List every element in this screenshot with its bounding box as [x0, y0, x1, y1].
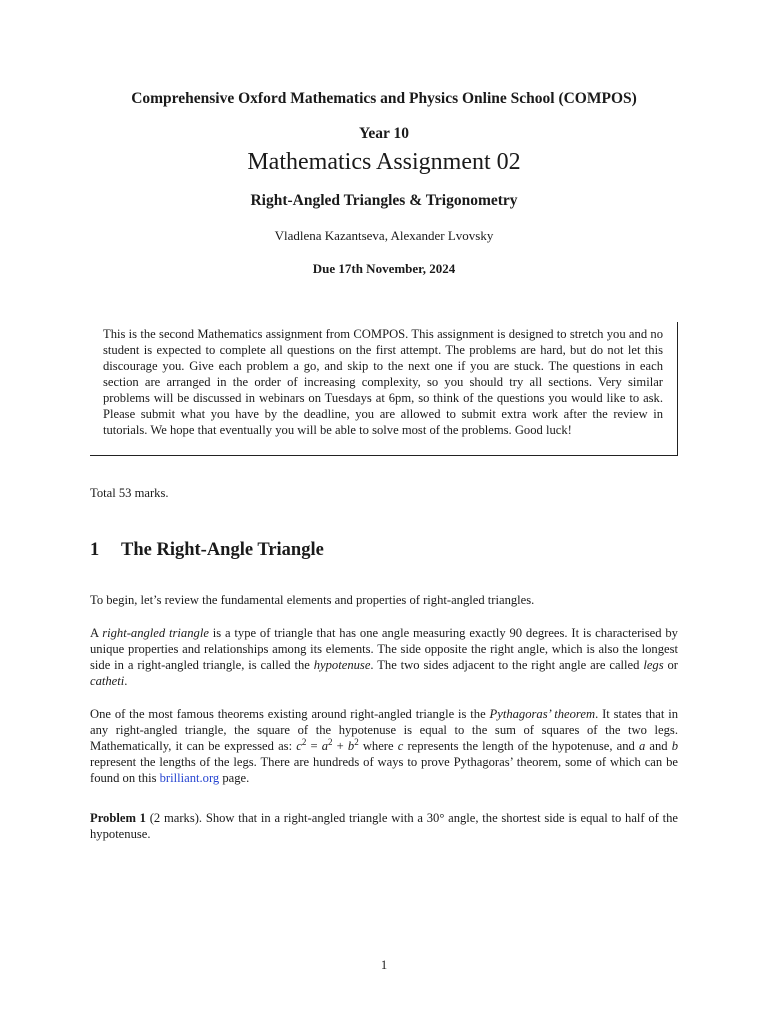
due-date: Due 17th November, 2024 — [312, 261, 456, 276]
term-right-angled-triangle: right-angled triangle — [102, 626, 209, 640]
total-marks: Total 53 marks. — [90, 486, 169, 500]
brilliant-link[interactable]: brilliant.org — [159, 771, 220, 785]
eq-exponent: 2 — [328, 736, 333, 747]
eq-exponent: 2 — [354, 736, 359, 747]
section-number: 1 — [90, 540, 100, 560]
document-title: Mathematics Assignment 02 — [247, 149, 521, 175]
term-hypotenuse: hypotenuse — [313, 658, 371, 672]
pythagoras-paragraph — [90, 706, 678, 786]
eq-operator: + — [332, 739, 348, 753]
text-run: is a type of triangle that has one angle measuring exactly 90 degrees. It is characterised by unique properties and relationships among its elements. The side opposite the right angle, which is also the longest side in a right-angled triangle, is called the — [90, 626, 678, 672]
eq-var: c — [397, 739, 404, 753]
eq-var: b — [671, 739, 678, 753]
section-title: The Right-Angle Triangle — [121, 540, 324, 560]
text-run: . — [124, 674, 128, 688]
term-legs: legs — [643, 658, 664, 672]
problem-1 — [90, 810, 678, 842]
eq-var: a — [638, 739, 646, 753]
eq-var: b — [347, 739, 355, 753]
text-run: and — [645, 739, 672, 753]
year-label: Year 10 — [358, 125, 410, 142]
pythagoras-equation — [296, 736, 359, 753]
term-catheti: catheti — [90, 674, 125, 688]
text-run: represents the length of the hypotenuse, and — [403, 739, 639, 753]
text-run: A — [90, 626, 103, 640]
section-heading — [90, 540, 324, 561]
school-name: Comprehensive Oxford Mathematics and Physics Online School (COMPOS) — [131, 90, 637, 107]
eq-var: a — [321, 739, 328, 753]
notice-text: This is the second Mathematics assignment from COMPOS. This assignment is designed to stretch you and no student is expected to complete all questions on the first attempt. The problems are hard, but do not let this discourage you. Give each problem a go, and skip to the next one if you are stuck. The questions in each section are arranged in the order of increasing complexity, so you should try all sections. Very similar problems will be discussed in webinars on Tuesdays at 6pm, so think of the questions you would like to ask. Please submit what you have by the deadline, you are allowed to submit extra work after the review in tutorials. We hope that eventually you will be able to solve most of the problems. Good luck! — [103, 327, 663, 437]
assignment-notice-box — [90, 322, 678, 456]
text-run: where — [358, 739, 398, 753]
problem-text: Show that in a right-angled triangle with a 30° angle, the shortest side is equal to half of the hypotenuse. — [90, 811, 678, 841]
intro-paragraph: To begin, let’s review the fundamental elements and properties of right-angled triangles. — [90, 593, 535, 607]
term-pythagoras-theorem: Pythagoras’ theorem — [489, 707, 596, 721]
definition-paragraph — [90, 625, 678, 689]
text-run: . The two sides adjacent to the right angle are called — [370, 658, 644, 672]
page-number: 1 — [380, 958, 388, 972]
document-subtitle: Right-Angled Triangles & Trigonometry — [250, 192, 518, 209]
problem-marks: (2 marks). — [145, 811, 203, 825]
authors: Vladlena Kazantseva, Alexander Lvovsky — [274, 228, 494, 243]
eq-var: c — [296, 739, 302, 753]
eq-operator: = — [306, 739, 322, 753]
eq-exponent: 2 — [301, 736, 307, 747]
text-run: . It states that in any right-angled triangle, the square of the hypotenuse is equal to the sum of squares of the two legs. Mathematically, it can be expressed as: — [90, 707, 678, 753]
text-run: One of the most famous theorems existing around right-angled triangle is the — [90, 707, 490, 721]
text-run: page. — [219, 771, 250, 785]
problem-label: Problem 1 — [90, 811, 146, 825]
text-run: represent the lengths of the legs. There are hundreds of ways to prove Pythagoras’ theorem, some of which can be found on this — [90, 755, 678, 785]
text-run: or — [663, 658, 678, 672]
